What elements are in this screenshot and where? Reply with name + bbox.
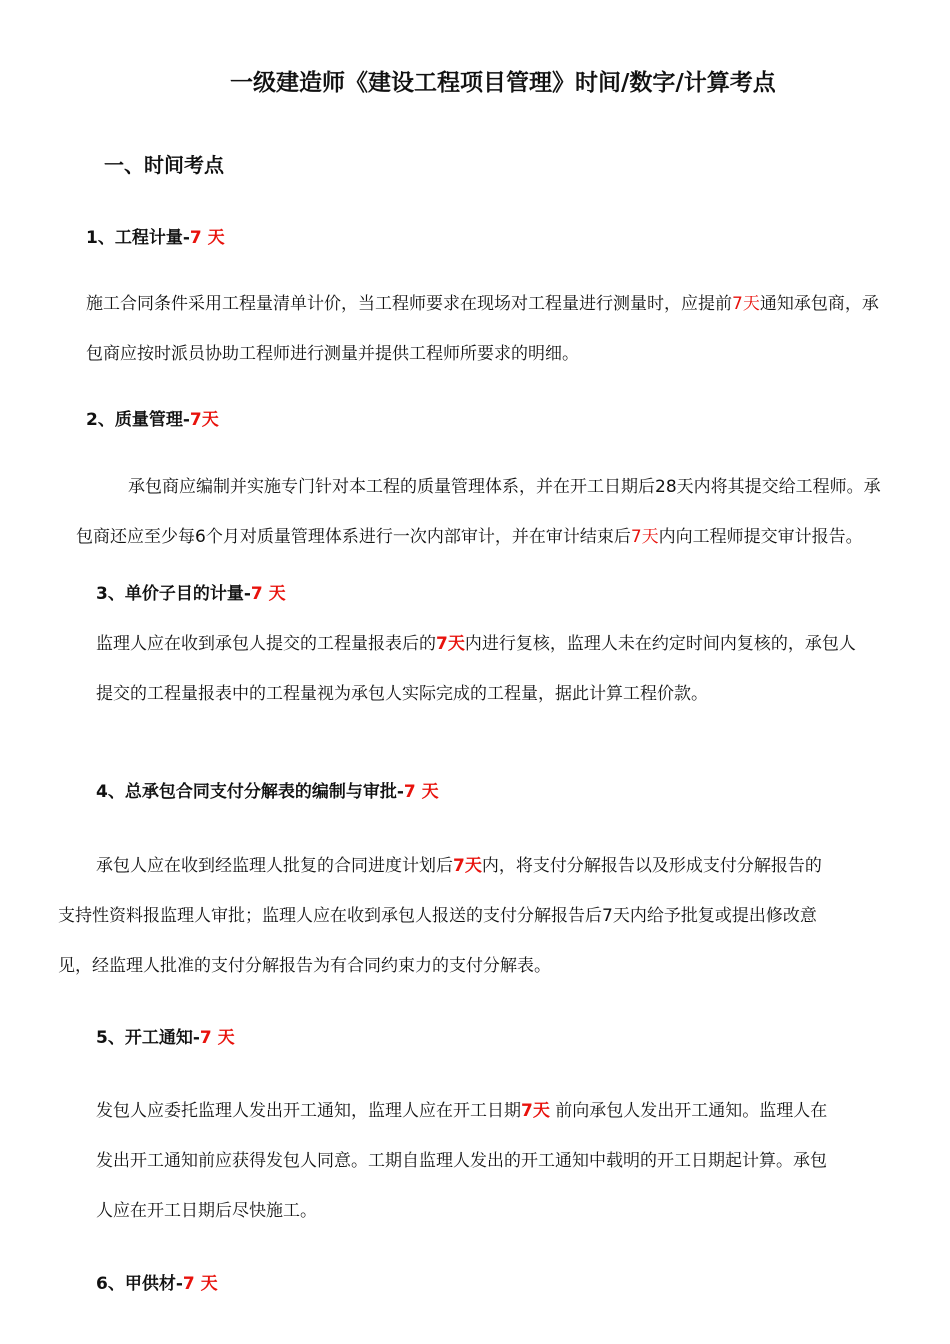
item-heading-highlight: 7天 (189, 410, 219, 430)
highlight-run: 7天 (453, 856, 482, 876)
paragraph-line (58, 953, 551, 979)
paragraph-line (96, 1148, 827, 1174)
item-heading (96, 1271, 218, 1297)
highlight-run: 7天 (436, 634, 465, 654)
item-heading (86, 225, 225, 251)
item-heading-label: 3、单价子目的计量- (96, 584, 251, 604)
text-run: 内，将支付分解报告以及形成支付分解报告的 (481, 856, 822, 876)
text-run: 施工合同条件采用工程量清单计价，当工程师要求在现场对工程量进行测量时，应提前 (86, 294, 732, 314)
paragraph-line (128, 474, 881, 500)
paragraph-line (96, 853, 822, 879)
paragraph-line (96, 631, 856, 657)
text-run: 包商还应至少每6个月对质量管理体系进行一次内部审计，并在审计结束后 (76, 527, 631, 547)
text-run: 承包人应在收到经监理人批复的合同进度计划后 (96, 856, 453, 876)
item-heading-label: 2、质量管理- (86, 410, 190, 430)
paragraph-line (96, 1098, 827, 1124)
highlight-run: 7天 (732, 294, 760, 314)
text-run: 提交的工程量报表中的工程量视为承包人实际完成的工程量，据此计算工程价款。 (96, 684, 708, 704)
item-heading (96, 779, 439, 805)
item-heading (96, 1025, 235, 1051)
text-run: 包商应按时派员协助工程师进行测量并提供工程师所要求的明细。 (86, 344, 579, 364)
item-heading-highlight: 7 天 (199, 1028, 235, 1048)
item-heading-highlight: 7 天 (250, 584, 286, 604)
item-heading-label: 1、工程计量- (86, 228, 190, 248)
text-run: 监理人应在收到承包人提交的工程量报表后的 (96, 634, 436, 654)
text-run: 支持性资料报监理人审批；监理人应在收到承包人报送的支付分解报告后7天内给予批复或提出修改意 (58, 906, 817, 926)
text-run: 内向工程师提交审计报告。 (658, 527, 863, 547)
item-heading-highlight: 7 天 (403, 782, 439, 802)
highlight-run: 7天 (630, 527, 659, 547)
text-run: 发包人应委托监理人发出开工通知，监理人应在开工日期 (96, 1101, 521, 1121)
item-heading (86, 407, 219, 433)
item-heading (96, 581, 286, 607)
paragraph-line (96, 1198, 317, 1224)
item-heading-label: 4、总承包合同支付分解表的编制与审批- (96, 782, 404, 802)
section-heading: 一、时间考点 (104, 153, 224, 177)
item-heading-highlight: 7 天 (182, 1274, 218, 1294)
paragraph-line (86, 291, 879, 317)
item-heading-label: 5、开工通知- (96, 1028, 200, 1048)
text-run: 人应在开工日期后尽快施工。 (96, 1201, 317, 1221)
text-run: 内进行复核，监理人未在约定时间内复核的，承包人 (464, 634, 856, 654)
text-run: 前向承包人发出开工通知。监理人在 (549, 1101, 828, 1121)
text-run: 通知承包商，承 (759, 294, 879, 314)
item-heading-highlight: 7 天 (189, 228, 225, 248)
paragraph-line (86, 341, 579, 367)
text-run: 承包商应编制并实施专门针对本工程的质量管理体系，并在开工日期后28天内将其提交给工程师。承 (128, 477, 881, 497)
document-title: 一级建造师《建设工程项目管理》时间/数字/计算考点 (230, 70, 776, 96)
item-heading-label: 6、甲供材- (96, 1274, 183, 1294)
text-run: 见，经监理人批准的支付分解报告为有合同约束力的支付分解表。 (58, 956, 551, 976)
paragraph-line (96, 681, 708, 707)
paragraph-line (76, 524, 863, 550)
text-run: 发出开工通知前应获得发包人同意。工期自监理人发出的开工通知中载明的开工日期起计算。承包 (96, 1151, 827, 1171)
highlight-run: 7天 (521, 1101, 550, 1121)
paragraph-line (58, 903, 817, 929)
